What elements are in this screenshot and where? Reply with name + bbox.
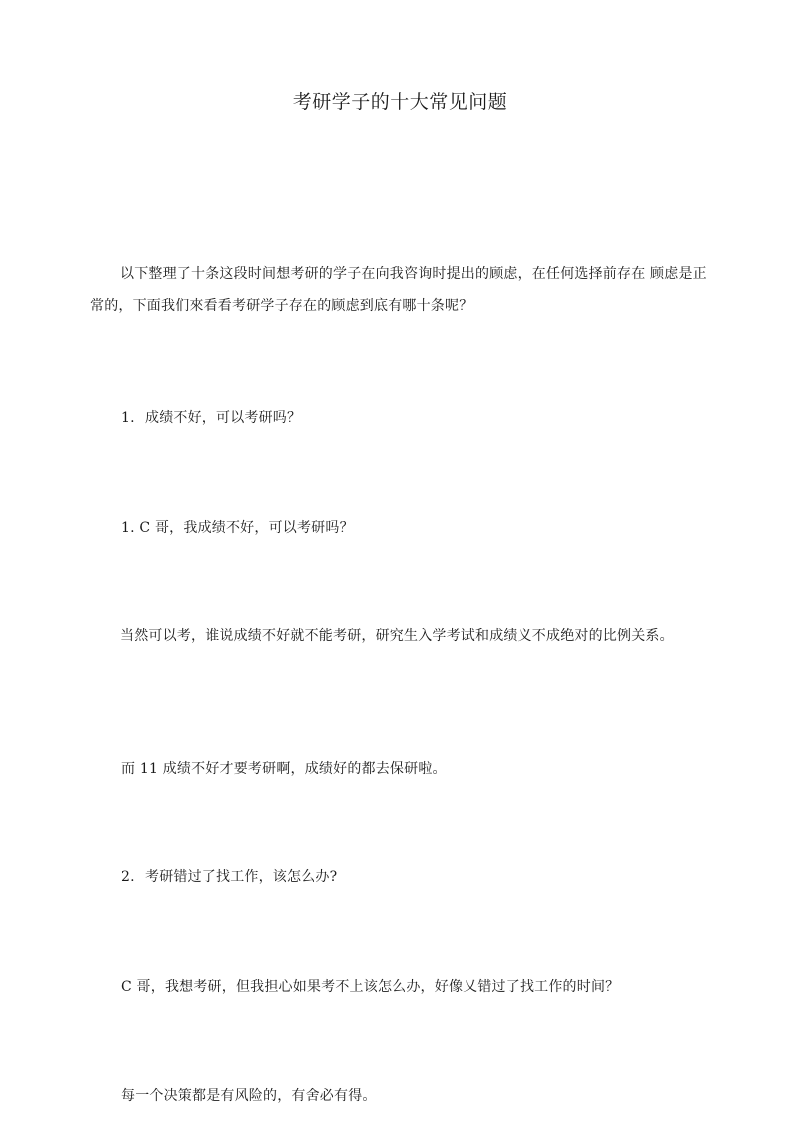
question-1-answer-2: 而 11 成绩不好才要考研啊，成绩好的都去保研啦。 (121, 761, 447, 777)
question-1-heading-text: 成绩不好，可以考研吗？ (145, 410, 302, 426)
question-1-text: 1. C 哥，我成绩不好，可以考研吗？ (121, 520, 354, 536)
question-2-number: 2. (121, 869, 135, 885)
question-1-number: 1. (121, 410, 135, 426)
document-title: 考研学子的十大常见问题 (292, 91, 508, 113)
question-2-text: C 哥，我想考研，但我担心如果考不上该怎么办，好像乂错过了找工作的时间？ (121, 979, 620, 995)
question-1-heading (121, 408, 301, 428)
question-2-answer-1: 每一个决策都是有风险的，有舍必有得。 (121, 1088, 377, 1104)
question-2-heading-text: 考研错过了找工作，该怎么办? (145, 869, 338, 885)
question-1-answer-1: 当然可以考，谁说成绩不好就不能考研，研究生入学考试和成绩义不成绝对的比例关系。 (120, 628, 674, 644)
intro-paragraph: 以下整理了十条这段时间想考研的学子在向我咨询时提出的顾虑，在任何选择前存在 顾虑是正常的，下面我们來看看考研学子存在的顾虑到底有哪十条呢？ (90, 266, 707, 314)
question-2-heading (121, 867, 337, 887)
